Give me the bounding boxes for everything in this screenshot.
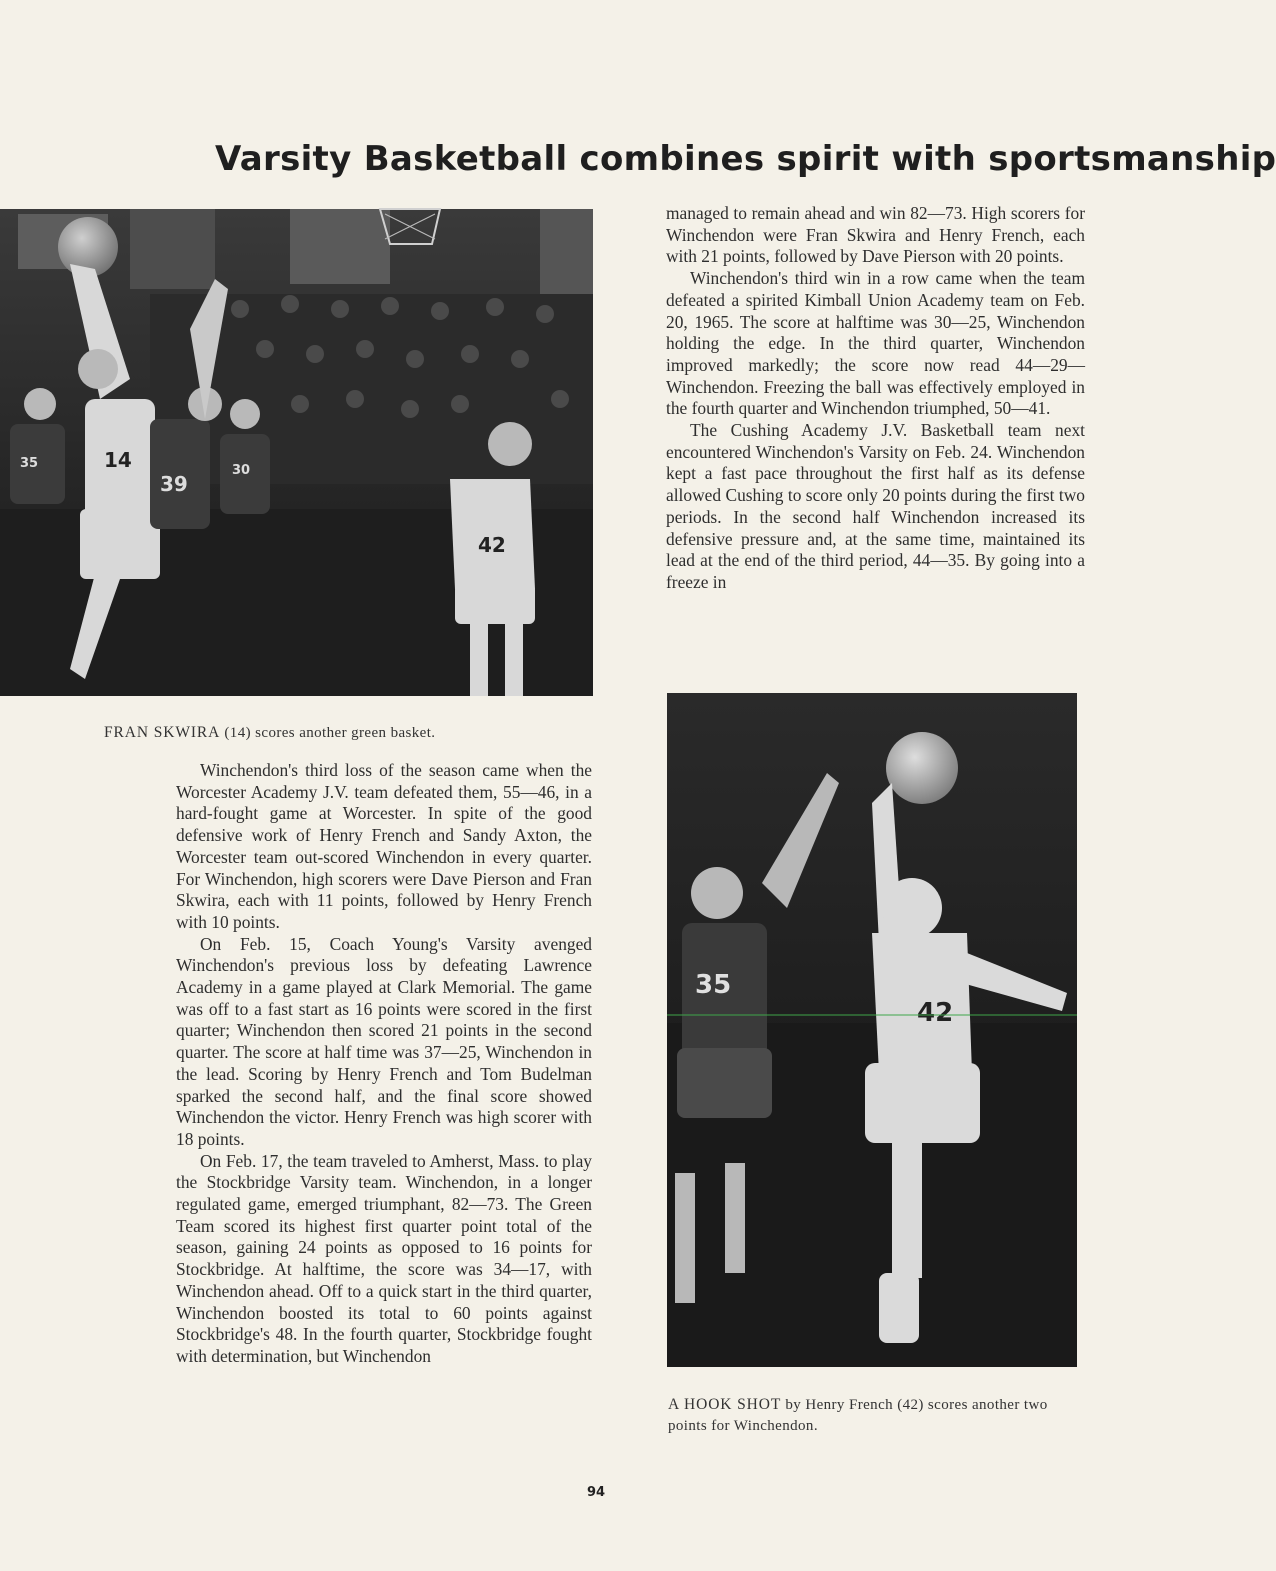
basketball-photo-french bbox=[667, 693, 1077, 1367]
jersey-number-39: 39 bbox=[160, 472, 188, 496]
page-title: Varsity Basketball combines spirit with sportsmanship bbox=[215, 139, 1276, 179]
photo-caption-french bbox=[668, 1394, 1084, 1437]
jersey-number-30: 30 bbox=[232, 463, 251, 478]
paragraph: The Cushing Academy J.V. Basketball team next encountered Winchendon's Varsity on Feb. 24. Winchendon kept a fast pace throughout the first half as its defense allowed Cushing to score only 20 points during the first two periods. In the second half Winchendon increased its defensive pressure and, at the same time, maintained its lead at the end of the third period, 44—35. By going into a freeze in bbox=[666, 420, 1085, 592]
basketball-photo-skwira bbox=[0, 209, 593, 696]
page-number: 94 bbox=[586, 1485, 606, 1500]
caption-lead: FRAN SKWIRA bbox=[104, 724, 221, 741]
caption-lead: A HOOK SHOT bbox=[668, 1396, 782, 1413]
paragraph: Winchendon's third win in a row came when the team defeated a spirited Kimball Union Academy team on Feb. 20, 1965. The score at halftime was 30—25, Winchendon holding the edge. In the third quarter, Winchendon improved markedly; the score now read 44—29—Winchendon. Freezing the ball was effectively employed in the fourth quarter and Winchendon triumphed, 50—41. bbox=[666, 268, 1085, 419]
caption-text: (14) scores another green basket. bbox=[220, 725, 436, 741]
paragraph: On Feb. 17, the team traveled to Amherst, Mass. to play the Stockbridge Varsity team. Winchendon, in a longer regulated game, emerged triumphant, 82—73. The Green Team scored its highest first quarter point total of the season, gaining 24 points as opposed to 16 points for Stockbridge. At halftime, the score was 34—17, with Winchendon ahead. Off to a quick start in the third quarter, Winchendon boosted its total to 60 points against Stockbridge's 48. In the fourth quarter, Stockbridge fought with determination, but Winchendon bbox=[176, 1150, 592, 1366]
jersey-number-35: 35 bbox=[20, 456, 39, 471]
jersey-number-42: 42 bbox=[917, 998, 954, 1028]
paragraph: Winchendon's third loss of the season came when the Worcester Academy J.V. team defeated them, 55—46, in a hard-fought game at Worcester. In spite of the good defensive work of Henry French and Sandy Axton, the Worcester team out-scored Winchendon in every quarter. For Winchendon, high scorers were Dave Pierson and Fran Skwira, each with 11 points, followed by Henry French with 10 points. bbox=[176, 760, 592, 932]
jersey-number-14: 14 bbox=[104, 448, 132, 472]
jersey-number-42: 42 bbox=[478, 533, 506, 557]
article-column-right bbox=[666, 203, 1085, 594]
photo-french-image bbox=[667, 693, 1077, 1367]
article-column-left bbox=[176, 760, 592, 1368]
paragraph: managed to remain ahead and win 82—73. High scorers for Winchendon were Fran Skwira and Henry French, each with 21 points, followed by Dave Pierson with 20 points. bbox=[666, 203, 1085, 267]
photo-skwira-image bbox=[0, 209, 593, 696]
paragraph: On Feb. 15, Coach Young's Varsity avenged Winchendon's previous loss by defeating Lawrence Academy in a game played at Clark Memorial. The game was off to a fast start as 16 points were scored in the first quarter; Winchendon then scored 21 points in the second quarter. The score at half time was 37—25, Winchendon in the lead. Scoring by Henry French and Tom Budelman sparked the second half, and the final score showed Winchendon the victor. Henry French was high scorer with 18 points. bbox=[176, 933, 592, 1149]
jersey-number-35: 35 bbox=[695, 970, 732, 1000]
caption-text: by Henry French (42) scores another two points for Winchendon. bbox=[668, 1397, 1048, 1434]
photo-caption-skwira bbox=[104, 724, 584, 742]
